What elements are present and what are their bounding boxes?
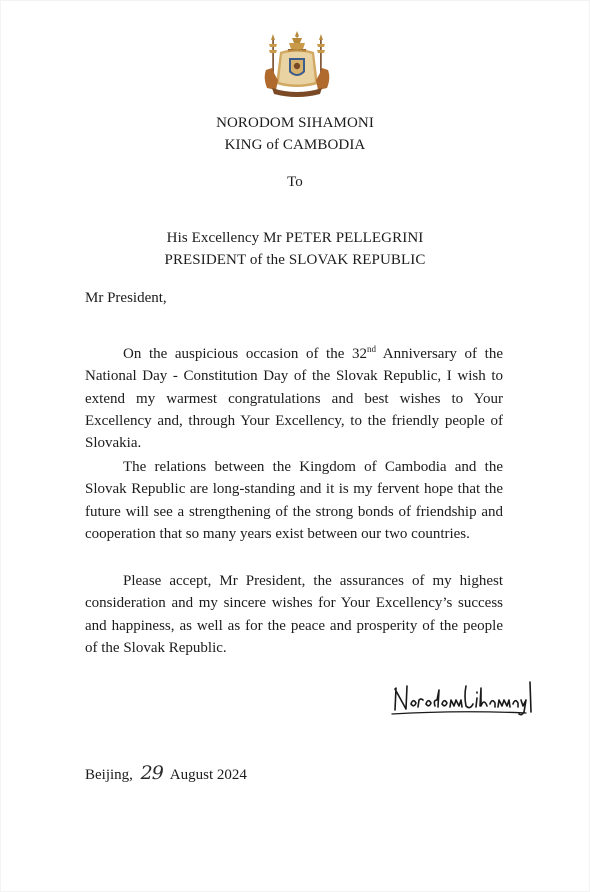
salutation: Mr President, — [85, 290, 167, 306]
ordinal-suffix: nd — [367, 344, 376, 354]
date-month-year: August 2024 — [169, 767, 247, 783]
body-paragraph-3: Please accept, Mr President, the assurances of my highest consideration and my sincere wishes for Your Excellency’s success and happiness, as well as for the peace and prosperity of the people of the Slovak Republic. — [85, 573, 503, 656]
recipient-line-1: His Excellency Mr PETER PELLEGRINI — [166, 230, 424, 246]
date-day-handwritten: 29 — [140, 762, 163, 784]
body-paragraph-1 — [85, 343, 503, 454]
sender-title: KING of CAMBODIA — [224, 137, 366, 153]
handwritten-signature — [378, 676, 538, 720]
paragraph-1-rest: Anniversary of the National Day - Constitution Day of the Slovak Republic, I wish to extend my warmest congratulations and best wishes to Your Excellency and, through Your Excellency, to the friendly people of Slovakia. — [85, 346, 503, 452]
royal-coat-of-arms-emblem — [258, 30, 336, 98]
sender-block — [0, 112, 590, 156]
recipient-block — [0, 227, 590, 271]
date-place: Beijing, — [85, 767, 133, 783]
body-paragraph-2: The relations between the Kingdom of Cambodia and the Slovak Republic are long-standing and it is my fervent hope that the future will see a strengthening of the strong bonds of friendship and cooperation that so many years exist between our two countries. — [85, 459, 503, 542]
date-line — [85, 762, 247, 786]
sender-name: NORODOM SIHAMONI — [216, 115, 374, 131]
paragraph-1-start: On the auspicious occasion of the 32 — [123, 346, 367, 362]
to-label: To — [287, 174, 303, 190]
recipient-line-2: PRESIDENT of the SLOVAK REPUBLIC — [164, 252, 426, 268]
